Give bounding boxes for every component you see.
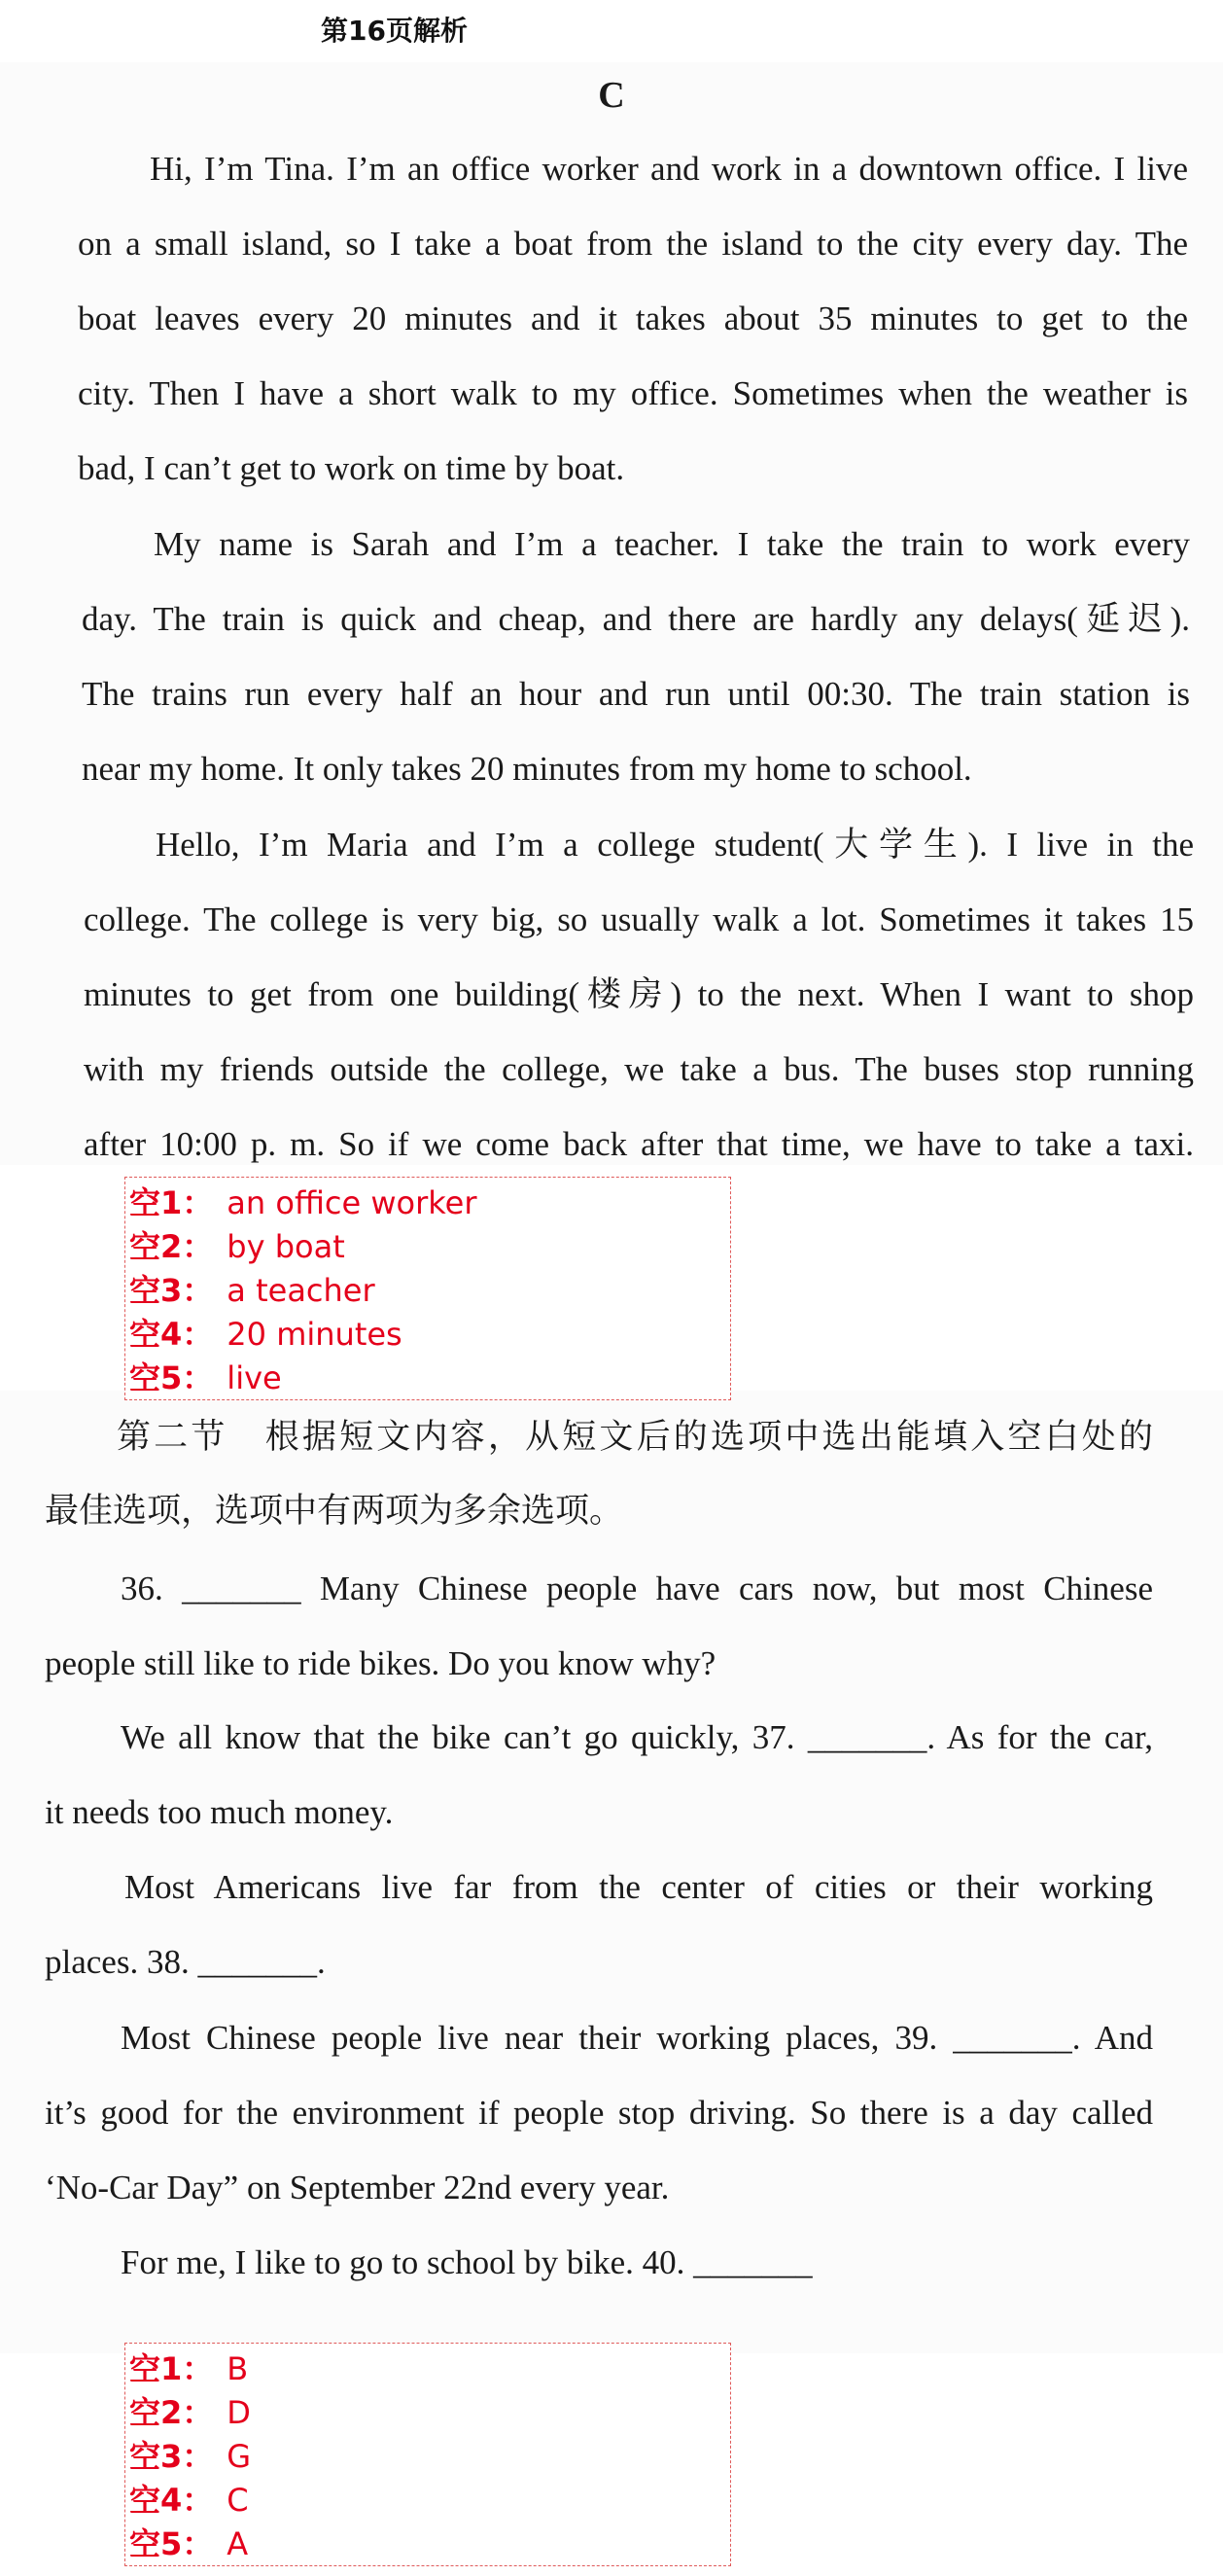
paragraph-maria xyxy=(84,807,1194,1182)
text-line: For me, I like to go to school by bike. 40. _______ xyxy=(121,2243,813,2281)
text-line: We all know that the bike can’t go quickly, 37. _______. As for the car, xyxy=(121,1718,1153,1756)
answer-row: 空2： D xyxy=(129,2394,251,2431)
answer-value: 20 minutes xyxy=(227,1316,402,1353)
answer-value: A xyxy=(227,2525,249,2562)
section2-instructions xyxy=(45,1400,1153,1548)
text-line: Most Americans live far from the center of cities or their working xyxy=(124,1868,1153,1906)
answer-value: C xyxy=(227,2482,249,2519)
text-line: with my friends outside the college, we take a bus. The buses stop running xyxy=(84,1050,1194,1088)
text-line: minutes to get from one building(楼房) to the next. When I want to shop xyxy=(84,975,1194,1013)
text-line: after 10:00 p. m. So if we come back after that time, we have to take a taxi. xyxy=(84,1125,1194,1163)
answer-box-section1 xyxy=(124,1177,731,1400)
text-line: bad, I can’t get to work on time by boat. xyxy=(78,449,625,487)
text-line: people still like to ride bikes. Do you know why? xyxy=(45,1644,716,1682)
question-39 xyxy=(45,2000,1153,2225)
answer-row: 空1： an office worker xyxy=(129,1184,477,1221)
answer-row: 空1： B xyxy=(129,2350,249,2387)
answer-value: G xyxy=(227,2438,252,2475)
answer-value: an office worker xyxy=(227,1184,477,1221)
answer-row: 空4： 20 minutes xyxy=(129,1316,402,1353)
question-38 xyxy=(45,1850,1153,1999)
answer-row: 空5： A xyxy=(129,2525,249,2562)
answer-row: 空3： G xyxy=(129,2438,252,2475)
answer-value: by boat xyxy=(227,1228,345,1265)
answer-value: D xyxy=(227,2394,251,2431)
question-36 xyxy=(45,1551,1153,1701)
answer-row: 空3： a teacher xyxy=(129,1272,375,1309)
text-line: The trains run every half an hour and run until 00:30. The train station is xyxy=(82,675,1190,713)
text-line: Hello, I’m Maria and I’m a college student(大学生). I live in the xyxy=(156,826,1194,864)
question-37 xyxy=(45,1700,1153,1850)
text-line: places. 38. _______. xyxy=(45,1943,326,1981)
text-line: day. The train is quick and cheap, and there are hardly any delays(延迟). xyxy=(82,600,1190,638)
answer-row: 空2： by boat xyxy=(129,1228,345,1265)
answer-row: 空4： C xyxy=(129,2482,249,2519)
text-line: near my home. It only takes 20 minutes from my home to school. xyxy=(82,750,972,788)
text-line: on a small island, so I take a boat from the island to the city every day. The xyxy=(78,225,1188,263)
page-title: 第16页解析 xyxy=(321,15,468,47)
instruction-line: 第二节 根据短文内容，从短文后的选项中选出能填入空白处的 xyxy=(117,1418,1153,1457)
text-line: it needs too much money. xyxy=(45,1793,394,1831)
passage-letter: C xyxy=(598,75,625,116)
answer-value: B xyxy=(227,2350,249,2387)
text-line: Hi, I’m Tina. I’m an office worker and work in a downtown office. I live xyxy=(150,150,1188,188)
paragraph-sarah xyxy=(82,507,1190,806)
text-line: ‘No-Car Day” on September 22nd every year. xyxy=(45,2169,670,2206)
text-line: 36. _______ Many Chinese people have cars now, but most Chinese xyxy=(121,1570,1153,1607)
text-line: Most Chinese people live near their working places, 39. _______. And xyxy=(121,2019,1153,2057)
answer-value: live xyxy=(227,1359,282,1396)
instruction-line: 最佳选项，选项中有两项为多余选项。 xyxy=(45,1492,624,1531)
answer-value: a teacher xyxy=(227,1272,375,1309)
text-line: it’s good for the environment if people stop driving. So there is a day called xyxy=(45,2094,1153,2132)
question-40 xyxy=(45,2225,1153,2300)
text-line: city. Then I have a short walk to my office. Sometimes when the weather is xyxy=(78,374,1188,412)
answer-row: 空5： live xyxy=(129,1359,282,1396)
paragraph-tina xyxy=(78,131,1188,506)
text-line: boat leaves every 20 minutes and it takes about 35 minutes to get to the xyxy=(78,300,1188,337)
answer-box-section2 xyxy=(124,2343,731,2566)
text-line: college. The college is very big, so usually walk a lot. Sometimes it takes 15 xyxy=(84,900,1194,938)
text-line: My name is Sarah and I’m a teacher. I take the train to work every xyxy=(154,525,1190,563)
